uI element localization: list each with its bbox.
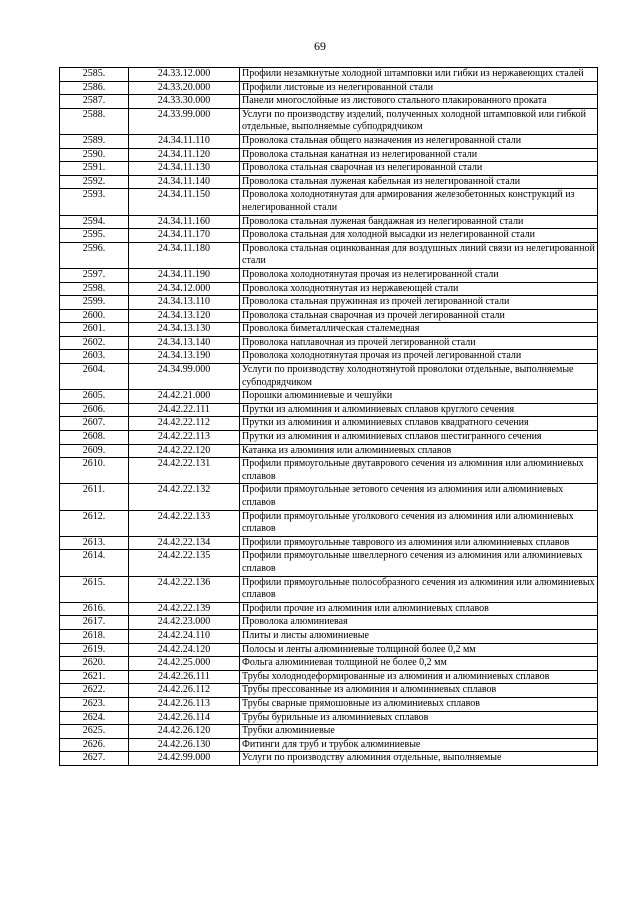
table-row	[60, 364, 598, 390]
table-row	[60, 576, 598, 602]
row-number: 2623.	[60, 697, 129, 711]
row-description: Профили прямоугольные двутаврового сечения из алюминия или алюминиевых сплавов	[240, 458, 598, 484]
row-code: 24.34.11.180	[129, 242, 240, 268]
row-description: Панели многослойные из листового стального плакированного проката	[240, 95, 598, 109]
row-code: 24.42.24.120	[129, 643, 240, 657]
row-code: 24.42.26.130	[129, 738, 240, 752]
row-description: Прутки из алюминия и алюминиевых сплавов шестигранного сечения	[240, 431, 598, 445]
row-code: 24.42.26.111	[129, 670, 240, 684]
row-code: 24.42.26.112	[129, 684, 240, 698]
table-row	[60, 68, 598, 82]
row-number: 2594.	[60, 215, 129, 229]
row-code: 24.34.99.000	[129, 364, 240, 390]
row-code: 24.42.26.114	[129, 711, 240, 725]
row-number: 2610.	[60, 458, 129, 484]
table-row	[60, 134, 598, 148]
row-code: 24.34.11.150	[129, 189, 240, 215]
row-number: 2588.	[60, 108, 129, 134]
table-row	[60, 390, 598, 404]
row-description: Проволока стальная пружинная из прочей легированной стали	[240, 296, 598, 310]
row-description: Услуги по производству алюминия отдельные, выполняемые	[240, 752, 598, 766]
row-number: 2600.	[60, 309, 129, 323]
row-description: Профили незамкнутые холодной штамповки или гибки из нержавеющих сталей	[240, 68, 598, 82]
row-description: Проволока наплавочная из прочей легированной стали	[240, 336, 598, 350]
row-number: 2591.	[60, 162, 129, 176]
row-code: 24.42.26.113	[129, 697, 240, 711]
row-number: 2627.	[60, 752, 129, 766]
row-code: 24.34.11.160	[129, 215, 240, 229]
row-description: Профили прямоугольные зетового сечения из алюминия или алюминиевых сплавов	[240, 484, 598, 510]
row-description: Проволока стальная канатная из нелегированной стали	[240, 148, 598, 162]
row-number: 2602.	[60, 336, 129, 350]
row-number: 2622.	[60, 684, 129, 698]
row-number: 2599.	[60, 296, 129, 310]
row-description: Трубы сварные прямошовные из алюминиевых сплавов	[240, 697, 598, 711]
table-row	[60, 336, 598, 350]
row-number: 2587.	[60, 95, 129, 109]
row-description: Фитинги для труб и трубок алюминиевые	[240, 738, 598, 752]
table-row	[60, 602, 598, 616]
row-code: 24.34.13.140	[129, 336, 240, 350]
row-number: 2613.	[60, 536, 129, 550]
row-code: 24.42.22.134	[129, 536, 240, 550]
table-row	[60, 242, 598, 268]
row-code: 24.42.22.135	[129, 550, 240, 576]
table-row	[60, 510, 598, 536]
row-code: 24.42.21.000	[129, 390, 240, 404]
row-number: 2606.	[60, 403, 129, 417]
row-code: 24.34.13.120	[129, 309, 240, 323]
row-code: 24.34.11.170	[129, 229, 240, 243]
row-number: 2611.	[60, 484, 129, 510]
row-number: 2616.	[60, 602, 129, 616]
row-description: Проволока биметаллическая сталемедная	[240, 323, 598, 337]
table-row	[60, 431, 598, 445]
row-description: Плиты и листы алюминиевые	[240, 629, 598, 643]
row-number: 2590.	[60, 148, 129, 162]
table-row	[60, 444, 598, 458]
row-number: 2626.	[60, 738, 129, 752]
table-row	[60, 282, 598, 296]
table-row	[60, 458, 598, 484]
row-description: Трубы прессованные из алюминия и алюминиевых сплавов	[240, 684, 598, 698]
table-row	[60, 752, 598, 766]
table-row	[60, 162, 598, 176]
row-code: 24.34.13.130	[129, 323, 240, 337]
row-code: 24.34.11.140	[129, 175, 240, 189]
table-row	[60, 536, 598, 550]
row-code: 24.42.24.110	[129, 629, 240, 643]
table-row	[60, 215, 598, 229]
row-description: Проволока стальная луженая кабельная из нелегированной стали	[240, 175, 598, 189]
row-description: Фольга алюминиевая толщиной не более 0,2 мм	[240, 657, 598, 671]
row-code: 24.33.30.000	[129, 95, 240, 109]
row-code: 24.42.22.111	[129, 403, 240, 417]
classification-table	[59, 67, 598, 766]
row-description: Проволока стальная общего назначения из нелегированной стали	[240, 134, 598, 148]
table-row	[60, 725, 598, 739]
row-number: 2607.	[60, 417, 129, 431]
row-code: 24.34.13.110	[129, 296, 240, 310]
table-row	[60, 484, 598, 510]
row-number: 2603.	[60, 350, 129, 364]
row-description: Трубки алюминиевые	[240, 725, 598, 739]
row-number: 2592.	[60, 175, 129, 189]
table-row	[60, 309, 598, 323]
row-code: 24.42.25.000	[129, 657, 240, 671]
table-row	[60, 711, 598, 725]
row-description: Проволока холоднотянутая для армирования железобетонных конструкций из нелегированной стали	[240, 189, 598, 215]
row-description: Профили прямоугольные полособразного сечения из алюминия или алюминиевых сплавов	[240, 576, 598, 602]
row-code: 24.42.22.113	[129, 431, 240, 445]
row-description: Трубы холоднодеформированные из алюминия и алюминиевых сплавов	[240, 670, 598, 684]
row-number: 2593.	[60, 189, 129, 215]
row-description: Проволока стальная сварочная из нелегированной стали	[240, 162, 598, 176]
table-row	[60, 616, 598, 630]
table-row	[60, 296, 598, 310]
table-row	[60, 670, 598, 684]
row-number: 2597.	[60, 268, 129, 282]
table-row	[60, 148, 598, 162]
row-number: 2585.	[60, 68, 129, 82]
table-row	[60, 629, 598, 643]
table-row	[60, 403, 598, 417]
row-code: 24.42.23.000	[129, 616, 240, 630]
row-code: 24.34.11.190	[129, 268, 240, 282]
table-row	[60, 738, 598, 752]
table-row	[60, 229, 598, 243]
row-number: 2614.	[60, 550, 129, 576]
row-description: Профили прямоугольные уголкового сечения из алюминия или алюминиевых сплавов	[240, 510, 598, 536]
row-code: 24.42.22.139	[129, 602, 240, 616]
row-description: Профили листовые из нелегированной стали	[240, 81, 598, 95]
row-code: 24.42.99.000	[129, 752, 240, 766]
row-description: Услуги по производству холоднотянутой проволоки отдельные, выполняемые субподрядчиком	[240, 364, 598, 390]
table-row	[60, 268, 598, 282]
row-description: Порошки алюминиевые и чешуйки	[240, 390, 598, 404]
table-row	[60, 189, 598, 215]
row-number: 2589.	[60, 134, 129, 148]
row-description: Катанка из алюминия или алюминиевых сплавов	[240, 444, 598, 458]
table-row	[60, 81, 598, 95]
row-number: 2608.	[60, 431, 129, 445]
table-row	[60, 350, 598, 364]
row-description: Прутки из алюминия и алюминиевых сплавов круглого сечения	[240, 403, 598, 417]
row-code: 24.42.22.136	[129, 576, 240, 602]
table-body	[60, 68, 598, 766]
row-code: 24.42.22.131	[129, 458, 240, 484]
row-number: 2604.	[60, 364, 129, 390]
row-code: 24.34.11.110	[129, 134, 240, 148]
table-row	[60, 108, 598, 134]
table-row	[60, 175, 598, 189]
row-code: 24.33.99.000	[129, 108, 240, 134]
row-description: Профили прямоугольные таврового из алюминия или алюминиевых сплавов	[240, 536, 598, 550]
table-row	[60, 417, 598, 431]
row-number: 2620.	[60, 657, 129, 671]
table-row	[60, 95, 598, 109]
row-number: 2617.	[60, 616, 129, 630]
row-code: 24.33.20.000	[129, 81, 240, 95]
row-description: Проволока алюминиевая	[240, 616, 598, 630]
row-description: Полосы и ленты алюминиевые толщиной более 0,2 мм	[240, 643, 598, 657]
row-code: 24.42.22.120	[129, 444, 240, 458]
row-description: Проволока стальная луженая бандажная из нелегированной стали	[240, 215, 598, 229]
row-number: 2598.	[60, 282, 129, 296]
row-code: 24.33.12.000	[129, 68, 240, 82]
row-number: 2625.	[60, 725, 129, 739]
row-number: 2618.	[60, 629, 129, 643]
row-code: 24.42.22.132	[129, 484, 240, 510]
row-description: Проволока стальная для холодной высадки из нелегированной стали	[240, 229, 598, 243]
table-row	[60, 643, 598, 657]
row-number: 2595.	[60, 229, 129, 243]
row-description: Услуги по производству изделий, полученных холодной штамповкой или гибкой отдельные, выполняемые субподрядчиком	[240, 108, 598, 134]
row-description: Прутки из алюминия и алюминиевых сплавов квадратного сечения	[240, 417, 598, 431]
row-description: Проволока стальная сварочная из прочей легированной стали	[240, 309, 598, 323]
table-row	[60, 697, 598, 711]
row-number: 2612.	[60, 510, 129, 536]
row-description: Проволока стальная оцинкованная для воздушных линий связи из нелегированной стали	[240, 242, 598, 268]
row-description: Профили прямоугольные швеллерного сечения из алюминия или алюминиевых сплавов	[240, 550, 598, 576]
row-description: Профили прочие из алюминия или алюминиевых сплавов	[240, 602, 598, 616]
row-code: 24.42.26.120	[129, 725, 240, 739]
row-number: 2624.	[60, 711, 129, 725]
row-number: 2621.	[60, 670, 129, 684]
page-number: 69	[314, 39, 326, 53]
row-number: 2615.	[60, 576, 129, 602]
row-description: Проволока холоднотянутая прочая из прочей легированной стали	[240, 350, 598, 364]
table-row	[60, 323, 598, 337]
table-row	[60, 550, 598, 576]
table-row	[60, 684, 598, 698]
row-code: 24.34.11.120	[129, 148, 240, 162]
row-number: 2601.	[60, 323, 129, 337]
row-code: 24.42.22.133	[129, 510, 240, 536]
row-code: 24.34.12.000	[129, 282, 240, 296]
row-number: 2605.	[60, 390, 129, 404]
row-code: 24.34.11.130	[129, 162, 240, 176]
row-code: 24.34.13.190	[129, 350, 240, 364]
row-description: Проволока холоднотянутая из нержавеющей стали	[240, 282, 598, 296]
row-number: 2609.	[60, 444, 129, 458]
row-number: 2586.	[60, 81, 129, 95]
row-number: 2619.	[60, 643, 129, 657]
row-description: Трубы бурильные из алюминиевых сплавов	[240, 711, 598, 725]
row-code: 24.42.22.112	[129, 417, 240, 431]
row-description: Проволока холоднотянутая прочая из нелегированной стали	[240, 268, 598, 282]
table-row	[60, 657, 598, 671]
row-number: 2596.	[60, 242, 129, 268]
